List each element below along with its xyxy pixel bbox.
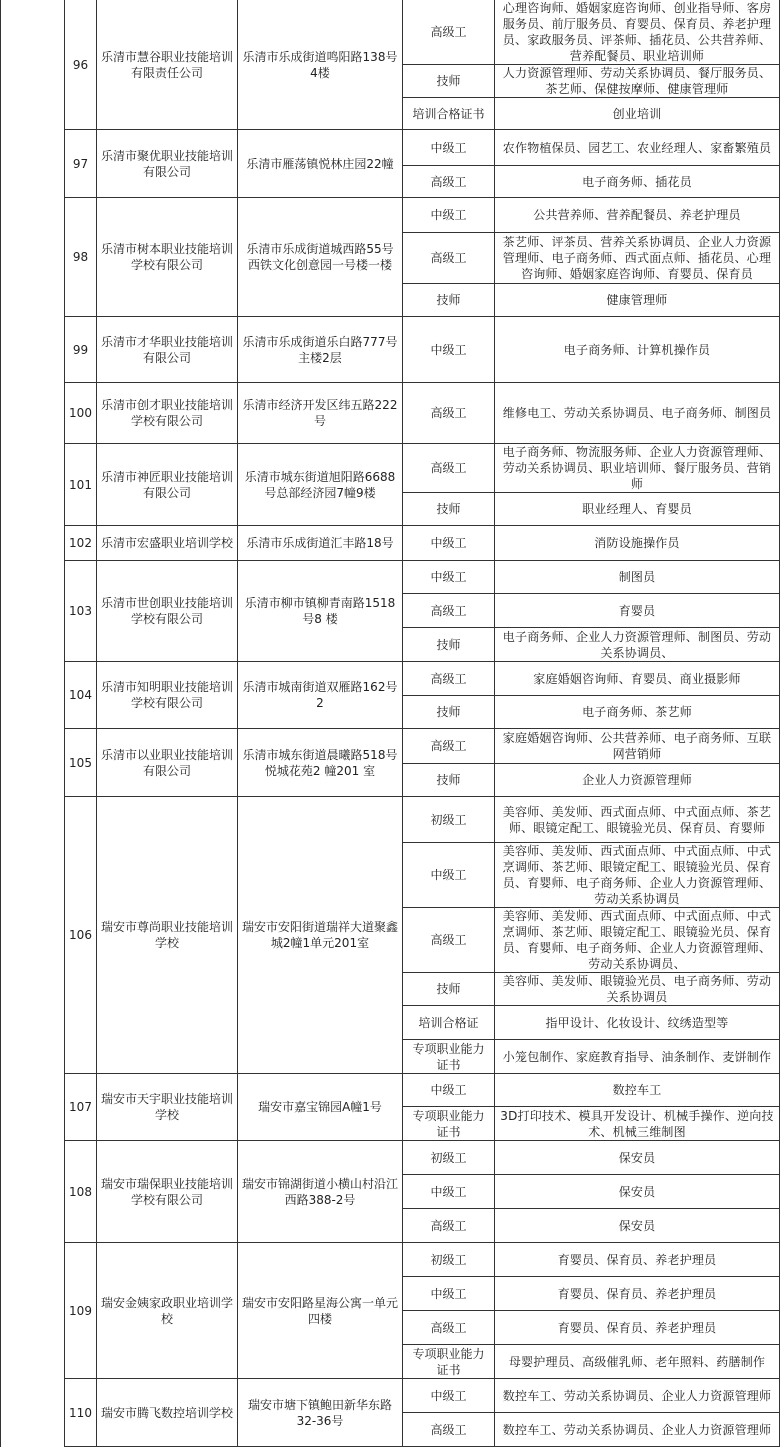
institution-name-cell: 乐清市知明职业技能培训学校有限公司 (97, 662, 238, 729)
institution-address-cell: 瑞安市安阳路星海公寓一单元四楼 (238, 1243, 403, 1379)
institution-address-cell: 乐清市城东街道旭阳路6688号总部经济园7幢9楼 (238, 444, 403, 526)
region-cell (1, 0, 65, 797)
institution-name-cell: 乐清市世创职业技能培训学校有限公司 (97, 561, 238, 662)
occupation-list-cell: 电子商务师、茶艺师 (495, 696, 780, 729)
skill-level-cell: 中级工 (403, 1074, 495, 1107)
occupation-list-cell: 保安员 (495, 1175, 780, 1209)
institution-address-cell: 瑞安市安阳街道瑞祥大道聚鑫城2幢1单元201室 (238, 797, 403, 1074)
institution-address-cell: 乐清市乐成街道汇丰路18号 (238, 526, 403, 561)
table-row (1, 1074, 780, 1107)
occupation-list-cell: 企业人力资源管理师 (495, 764, 780, 797)
skill-level-cell: 技师 (403, 65, 495, 98)
skill-level-cell: 专项职业能力证书 (403, 1345, 495, 1379)
skill-level-cell: 高级工 (403, 233, 495, 284)
table-row (1, 662, 780, 696)
skill-level-cell: 技师 (403, 764, 495, 797)
skill-level-cell: 中级工 (403, 130, 495, 166)
occupation-list-cell: 家庭婚姻咨询师、公共营养师、电子商务师、互联网营销师 (495, 729, 780, 764)
skill-level-cell: 初级工 (403, 797, 495, 843)
institution-number-cell: 102 (65, 526, 97, 561)
institution-address-cell: 乐清市城东街道晨曦路518号悦城花苑2 幢201 室 (238, 729, 403, 797)
table-row (1, 383, 780, 444)
table-row (1, 198, 780, 233)
skill-level-cell: 技师 (403, 628, 495, 662)
occupation-list-cell: 消防设施操作员 (495, 526, 780, 561)
table-row (1, 797, 780, 843)
institution-number-cell: 97 (65, 130, 97, 198)
institution-name-cell: 瑞安市尊尚职业技能培训学校 (97, 797, 238, 1074)
institution-name-cell: 乐清市才华职业技能培训有限公司 (97, 317, 238, 383)
institution-address-cell: 乐清市城南街道双雁路162号2 (238, 662, 403, 729)
institution-address-cell: 瑞安市锦湖街道小横山村沿江西路388-2号 (238, 1141, 403, 1243)
institution-name-cell: 瑞安金姨家政职业培训学校 (97, 1243, 238, 1379)
institution-name-cell: 乐清市慧谷职业技能培训有限责任公司 (97, 0, 238, 130)
skill-level-cell: 中级工 (403, 1175, 495, 1209)
region-cell (1, 797, 65, 1447)
occupation-list-cell: 育婴员、保育员、养老护理员 (495, 1243, 780, 1277)
skill-level-cell: 初级工 (403, 1141, 495, 1175)
skill-level-cell: 技师 (403, 696, 495, 729)
occupation-list-cell: 指甲设计、化妆设计、纹绣造型等 (495, 1006, 780, 1040)
occupation-list-cell: 茶艺师、评茶员、营养关系协调员、企业人力资源管理师、电子商务师、西式面点师、插花员、心理咨询师、婚姻家庭咨询师、育婴员、保育员 (495, 233, 780, 284)
institution-number-cell: 99 (65, 317, 97, 383)
institution-name-cell: 瑞安市腾飞数控培训学校 (97, 1379, 238, 1447)
institution-number-cell: 108 (65, 1141, 97, 1243)
institution-address-cell: 乐清市柳市镇柳青南路1518号8 楼 (238, 561, 403, 662)
skill-level-cell: 高级工 (403, 729, 495, 764)
institution-number-cell: 106 (65, 797, 97, 1074)
skill-level-cell: 中级工 (403, 843, 495, 908)
skill-level-cell: 高级工 (403, 0, 495, 65)
occupation-list-cell: 电子商务师、计算机操作员 (495, 317, 780, 383)
table-row (1, 130, 780, 166)
skill-level-cell: 高级工 (403, 1413, 495, 1447)
table-body (1, 0, 780, 1447)
occupation-list-cell: 美容师、美发师、西式面点师、中式面点师、茶艺师、眼镜定配工、眼镜验光员、保育员、育婴师 (495, 797, 780, 843)
institution-name-cell: 乐清市树本职业技能培训学校有限公司 (97, 198, 238, 317)
skill-level-cell: 高级工 (403, 444, 495, 493)
institution-name-cell: 乐清市创才职业技能培训学校有限公司 (97, 383, 238, 444)
institution-name-cell: 乐清市宏盛职业培训学校 (97, 526, 238, 561)
skill-level-cell: 专项职业能力证书 (403, 1040, 495, 1074)
occupation-list-cell: 农作物植保员、园艺工、农业经理人、家畜繁殖员 (495, 130, 780, 166)
skill-level-cell: 技师 (403, 493, 495, 526)
table-row (1, 1243, 780, 1277)
occupation-list-cell: 3D打印技术、模具开发设计、机械手操作、逆向技术、机械三维制图 (495, 1107, 780, 1141)
table-row (1, 561, 780, 594)
institution-address-cell: 乐清市雁荡镇悦林庄园22幢 (238, 130, 403, 198)
institution-number-cell: 100 (65, 383, 97, 444)
skill-level-cell: 中级工 (403, 198, 495, 233)
occupation-list-cell: 制图员 (495, 561, 780, 594)
skill-level-cell: 中级工 (403, 561, 495, 594)
skill-level-cell: 高级工 (403, 908, 495, 973)
table-row (1, 1379, 780, 1413)
institution-number-cell: 103 (65, 561, 97, 662)
occupation-list-cell: 保安员 (495, 1141, 780, 1175)
institution-number-cell: 98 (65, 198, 97, 317)
occupation-list-cell: 维修电工、劳动关系协调员、电子商务师、制图员 (495, 383, 780, 444)
skill-level-cell: 高级工 (403, 383, 495, 444)
table-row (1, 317, 780, 383)
institution-number-cell: 107 (65, 1074, 97, 1141)
occupation-list-cell: 数控车工、劳动关系协调员、企业人力资源管理师 (495, 1413, 780, 1447)
institution-number-cell: 110 (65, 1379, 97, 1447)
institution-number-cell: 101 (65, 444, 97, 526)
skill-level-cell: 技师 (403, 284, 495, 317)
skill-level-cell: 高级工 (403, 594, 495, 628)
occupation-list-cell: 电子商务师、插花员 (495, 166, 780, 198)
occupation-list-cell: 育婴员 (495, 594, 780, 628)
table-row (1, 729, 780, 764)
institution-address-cell: 乐清市经济开发区纬五路222号 (238, 383, 403, 444)
institution-address-cell: 瑞安市塘下镇鲍田新华东路32-36号 (238, 1379, 403, 1447)
occupation-list-cell: 电子商务师、企业人力资源管理师、制图员、劳动关系协调员、 (495, 628, 780, 662)
occupation-list-cell: 家庭婚姻咨询师、育婴员、商业摄影师 (495, 662, 780, 696)
occupation-list-cell: 保安员 (495, 1209, 780, 1243)
skill-level-cell: 高级工 (403, 662, 495, 696)
institution-name-cell: 瑞安市天宇职业技能培训学校 (97, 1074, 238, 1141)
institution-name-cell: 瑞安市瑞保职业技能培训学校有限公司 (97, 1141, 238, 1243)
skill-level-cell: 专项职业能力证书 (403, 1107, 495, 1141)
occupation-list-cell: 美容师、美发师、西式面点师、中式面点师、中式烹调师、茶艺师、眼镜定配工、眼镜验光员、保育员、育婴师、电子商务师、企业人力资源管理师、劳动关系协调员 (495, 843, 780, 908)
skill-level-cell: 中级工 (403, 317, 495, 383)
skill-level-cell: 培训合格证 (403, 1006, 495, 1040)
skill-level-cell: 初级工 (403, 1243, 495, 1277)
occupation-list-cell: 数控车工 (495, 1074, 780, 1107)
skill-level-cell: 中级工 (403, 526, 495, 561)
table-row (1, 444, 780, 493)
occupation-list-cell: 育婴员、保育员、养老护理员 (495, 1311, 780, 1345)
skill-level-cell: 中级工 (403, 1379, 495, 1413)
institution-address-cell: 瑞安市嘉宝锦园A幢1号 (238, 1074, 403, 1141)
institution-address-cell: 乐清市乐成街道鸣阳路138号4楼 (238, 0, 403, 130)
skill-level-cell: 高级工 (403, 1209, 495, 1243)
occupation-list-cell: 小笼包制作、家庭教育指导、油条制作、麦饼制作 (495, 1040, 780, 1074)
occupation-list-cell: 电子商务师、物流服务师、企业人力资源管理师、劳动关系协调员、职业培训师、餐厅服务员、营销师 (495, 444, 780, 493)
occupation-list-cell: 健康管理师 (495, 284, 780, 317)
skill-level-cell: 培训合格证书 (403, 98, 495, 130)
skill-level-cell: 高级工 (403, 1311, 495, 1345)
occupation-list-cell: 心理咨询师、婚姻家庭咨询师、创业指导师、客房服务员、前厅服务员、育婴员、保育员、养老护理员、家政服务员、评茶师、插花员、公共营养师、营养配餐员、职业培训师 (495, 0, 780, 65)
institution-number-cell: 105 (65, 729, 97, 797)
institution-address-cell: 乐清市乐成街道城西路55号西铁文化创意园一号楼一楼 (238, 198, 403, 317)
institution-name-cell: 乐清市以业职业技能培训有限公司 (97, 729, 238, 797)
table-row (1, 0, 780, 65)
table-row (1, 526, 780, 561)
occupation-list-cell: 创业培训 (495, 98, 780, 130)
occupation-list-cell: 育婴员、保育员、养老护理员 (495, 1277, 780, 1311)
table-row (1, 1141, 780, 1175)
skill-level-cell: 高级工 (403, 166, 495, 198)
institution-address-cell: 乐清市乐成街道乐白路777号主楼2层 (238, 317, 403, 383)
institution-number-cell: 96 (65, 0, 97, 130)
occupation-list-cell: 母婴护理员、高级催乳师、老年照料、药膳制作 (495, 1345, 780, 1379)
occupation-list-cell: 人力资源管理师、劳动关系协调员、餐厅服务员、茶艺师、保健按摩师、健康管理师 (495, 65, 780, 98)
occupation-list-cell: 职业经理人、育婴员 (495, 493, 780, 526)
institution-name-cell: 乐清市聚优职业技能培训有限公司 (97, 130, 238, 198)
institution-number-cell: 104 (65, 662, 97, 729)
institution-number-cell: 109 (65, 1243, 97, 1379)
occupation-list-cell: 美容师、美发师、西式面点师、中式面点师、中式烹调师、茶艺师、眼镜定配工、眼镜验光员、保育员、育婴师、电子商务师、企业人力资源管理师、劳动关系协调员、 (495, 908, 780, 973)
skill-level-cell: 中级工 (403, 1277, 495, 1311)
skill-level-cell: 技师 (403, 973, 495, 1006)
occupation-list-cell: 美容师、美发师、眼镜验光员、电子商务师、劳动关系协调员 (495, 973, 780, 1006)
occupation-list-cell: 数控车工、劳动关系协调员、企业人力资源管理师 (495, 1379, 780, 1413)
occupation-list-cell: 公共营养师、营养配餐员、养老护理员 (495, 198, 780, 233)
institution-name-cell: 乐清市神匠职业技能培训有限公司 (97, 444, 238, 526)
